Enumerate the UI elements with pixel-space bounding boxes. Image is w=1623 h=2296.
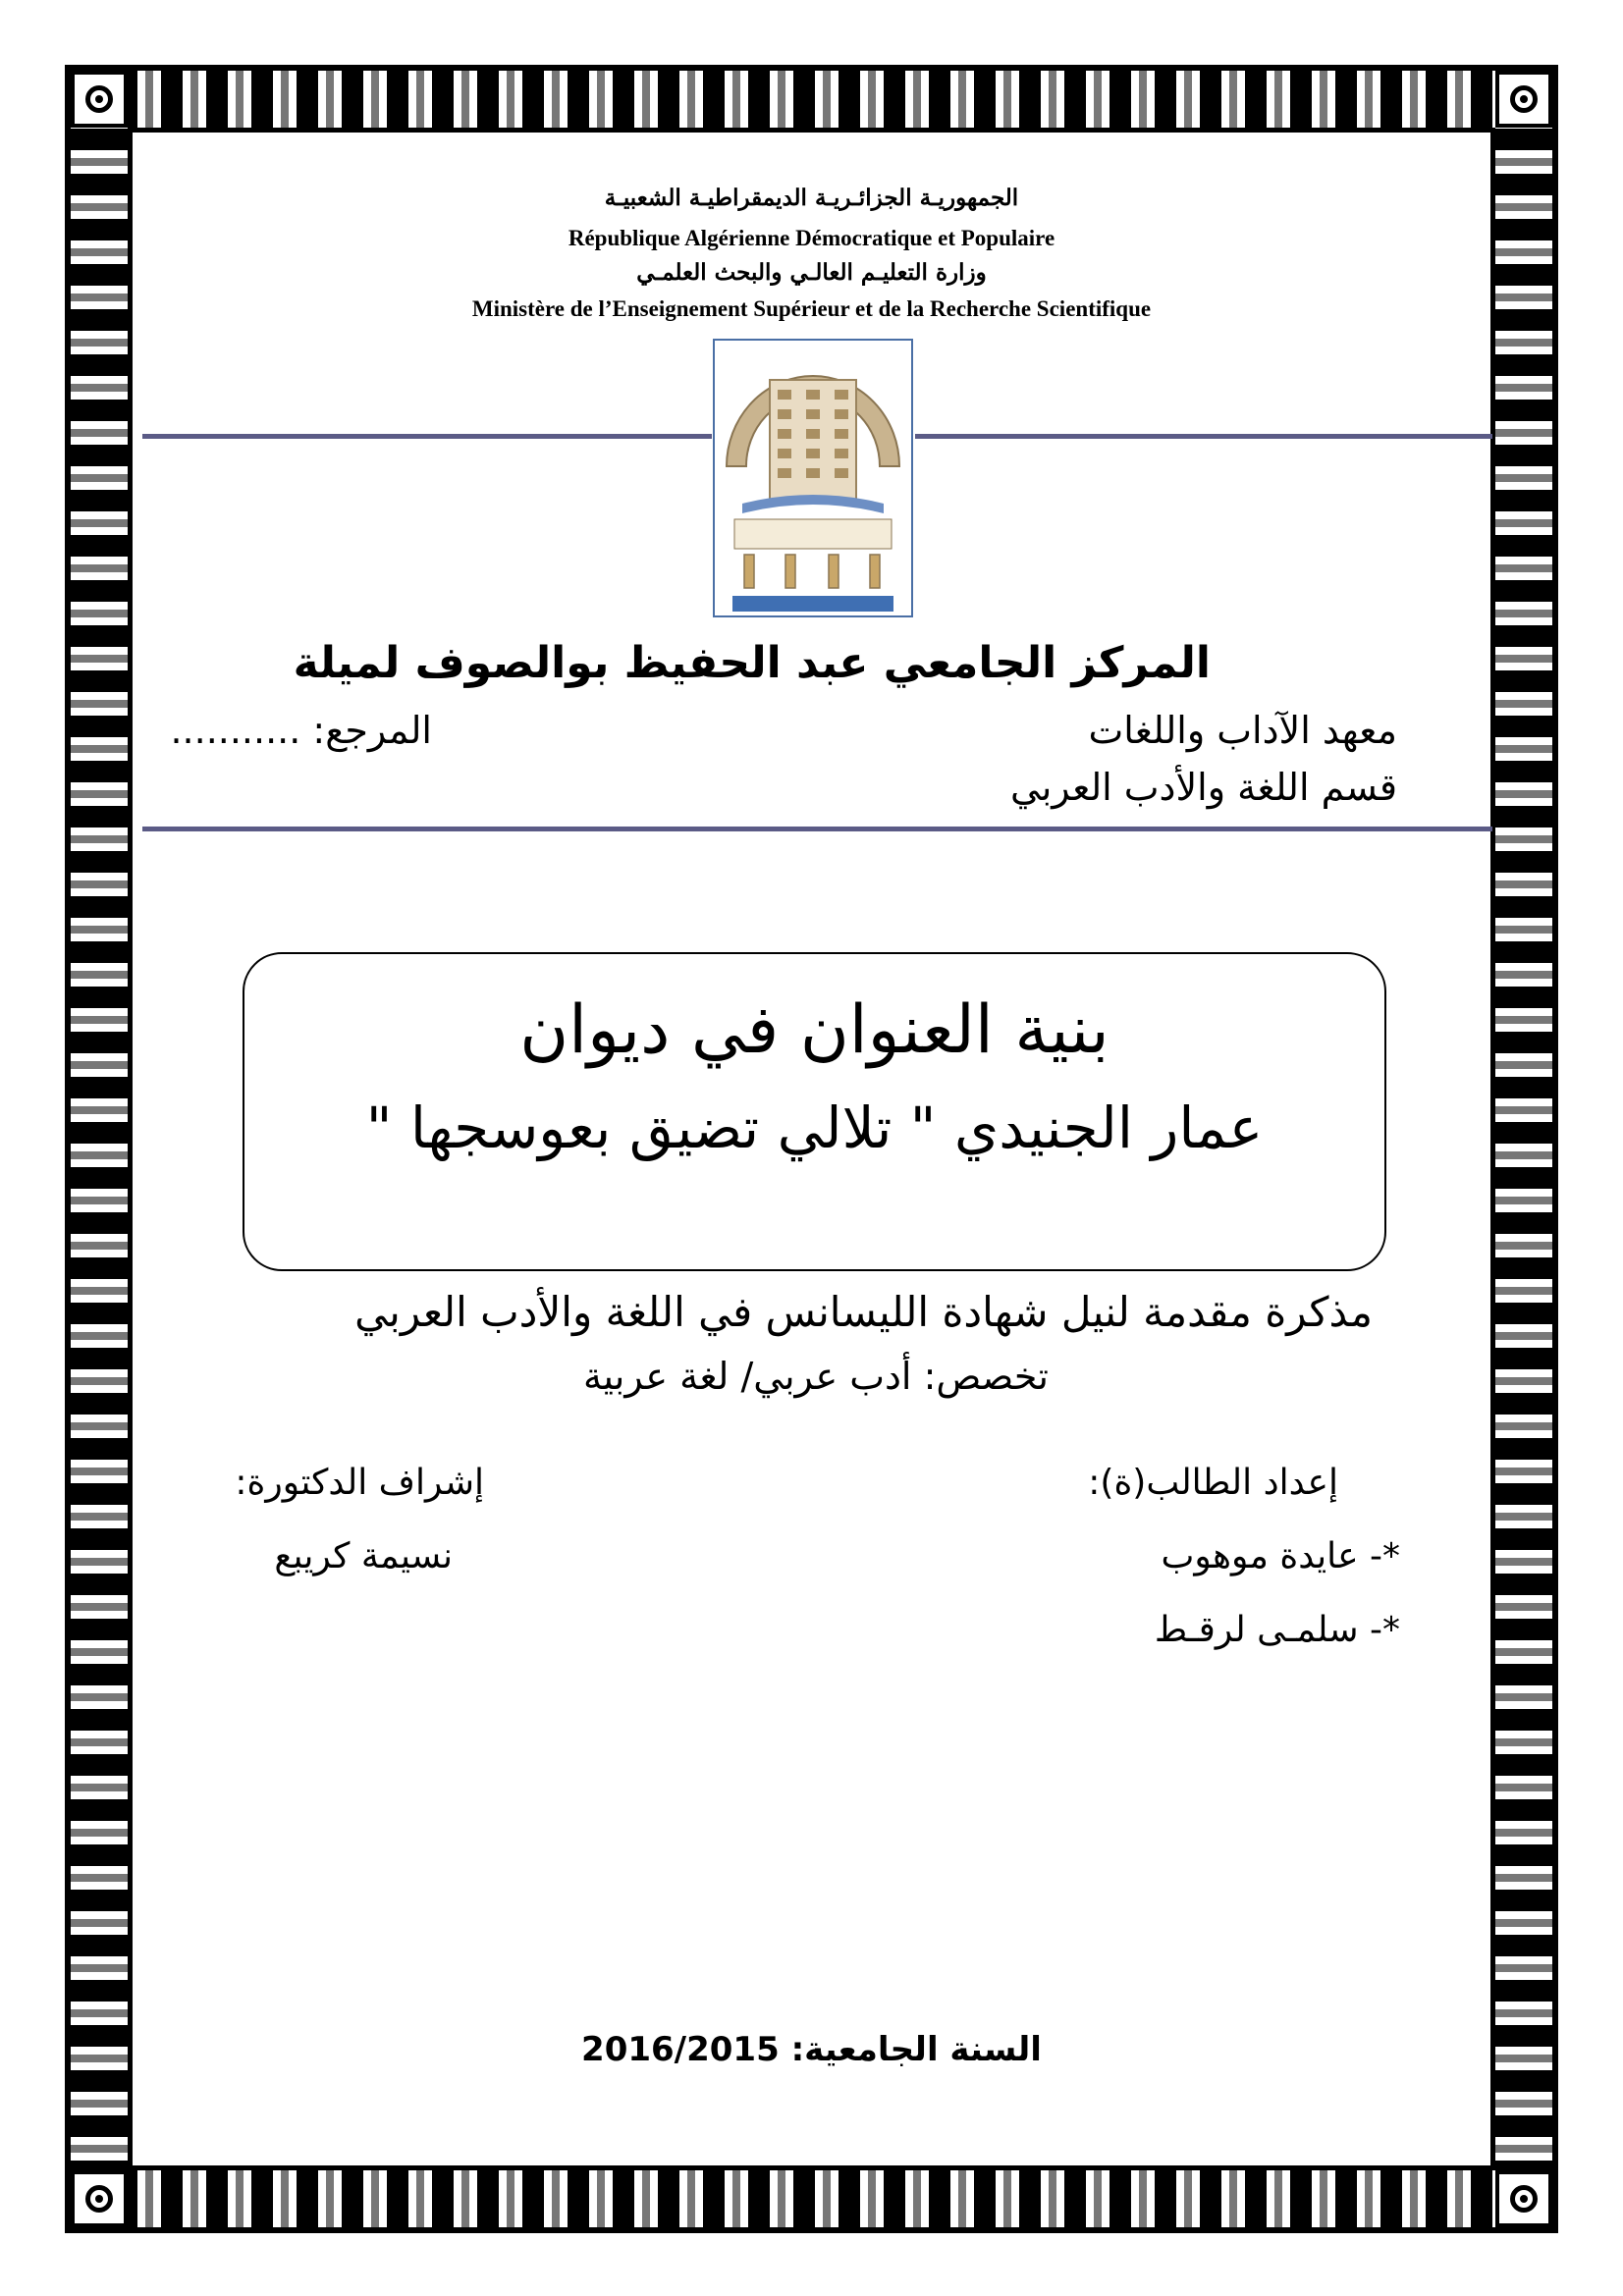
corner-ornament-icon — [1495, 2170, 1552, 2227]
corner-ornament-icon — [71, 2170, 128, 2227]
specialty: تخصص: أدب عربي/ لغة عربية — [582, 1355, 1049, 1398]
university-building-logo — [713, 339, 913, 617]
ministry-arabic: وزارة التعليـم العالـي والبحث العلمـي — [636, 259, 987, 286]
academic-year: السنة الجامعية: 2016/2015 — [581, 2030, 1042, 2069]
institution-divider — [142, 827, 1492, 831]
reference-field: المرجع: ........... — [170, 709, 432, 752]
corner-ornament-icon — [71, 71, 128, 128]
supervisor-name: نسيمة كريبع — [274, 1536, 453, 1576]
header-divider-right — [915, 434, 1492, 439]
thesis-title-line1: بنية العنوان في ديوان — [519, 991, 1109, 1069]
institute-name: معهد الآداب واللغات — [1088, 709, 1397, 752]
student-name: *- عايدة موهوب — [1161, 1536, 1400, 1576]
student-name: *- سلمـى لرقـط — [1154, 1610, 1400, 1650]
thesis-title-line2: عمار الجنيدي " تلالي تضيق بعوسجها " — [365, 1095, 1264, 1161]
students-label: إعداد الطالب(ة): — [1088, 1463, 1338, 1503]
institution-name: المركز الجامعي عبد الحفيظ بوالصوف لميلة — [293, 638, 1211, 688]
memo-statement: مذكرة مقدمة لنيل شهادة الليسانس في اللغة والأدب العربي — [354, 1288, 1373, 1336]
republic-arabic: الجمهوريـة الجزائـريـة الديمقراطيـة الشعبيـة — [604, 185, 1019, 211]
corner-ornament-icon — [1495, 71, 1552, 128]
ministry-french: Ministère de l’Enseignement Supérieur et de la Recherche Scientifique — [471, 296, 1152, 321]
republic-french: République Algérienne Démocratique et Populaire — [568, 226, 1055, 250]
header-divider-left — [142, 434, 712, 439]
department-name: قسم اللغة والأدب العربي — [1010, 766, 1397, 809]
supervisor-label: إشراف الدكتورة: — [235, 1463, 484, 1503]
